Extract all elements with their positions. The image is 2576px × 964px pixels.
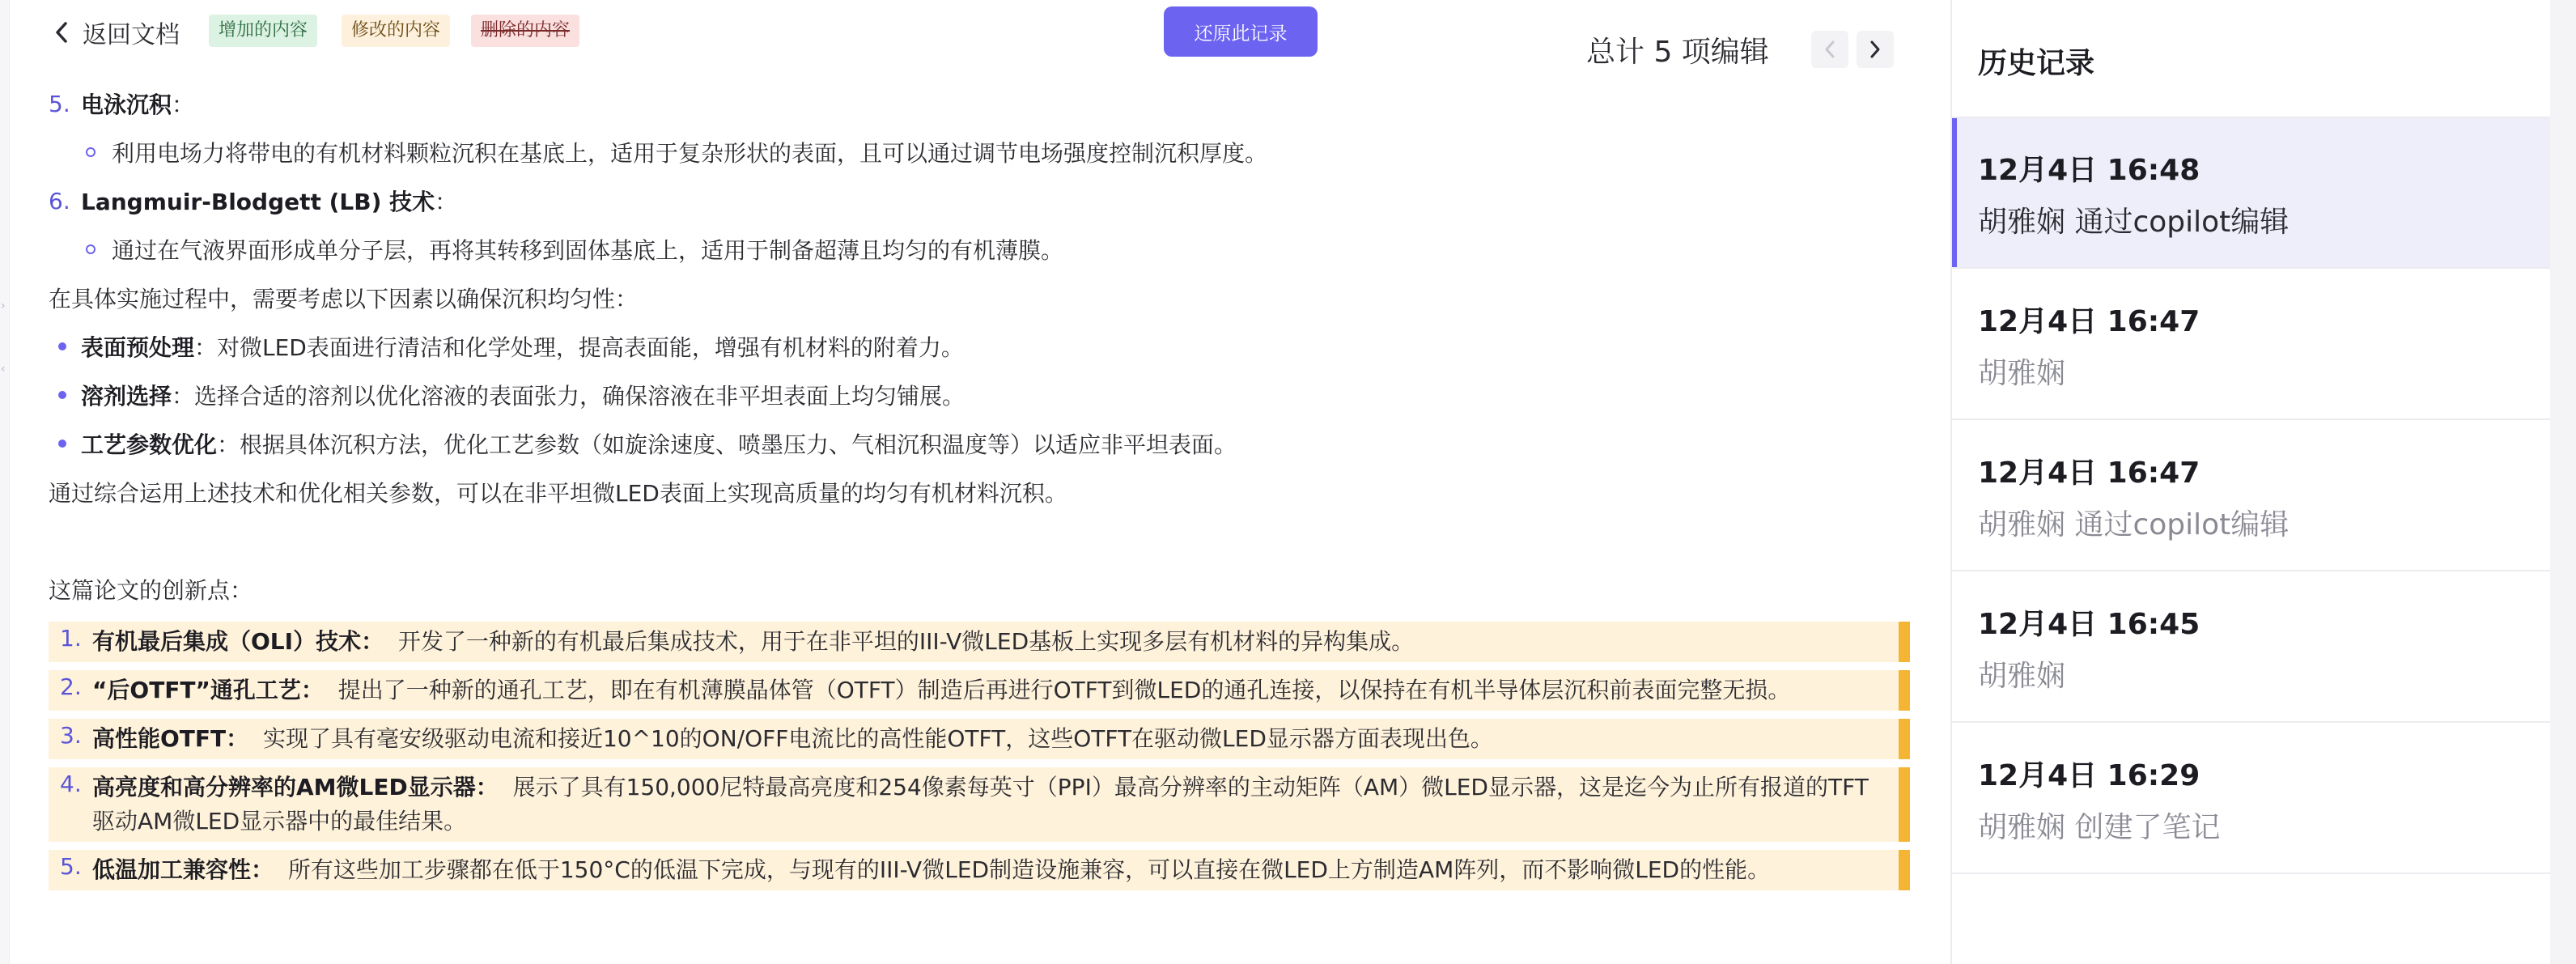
modified-block bbox=[49, 767, 1910, 842]
history-item[interactable] bbox=[1952, 118, 2552, 269]
total-edits-count: 总计 5 项编辑 bbox=[1586, 36, 1769, 69]
modified-block bbox=[49, 670, 1910, 711]
top-toolbar bbox=[10, 0, 1950, 68]
innovation-item bbox=[60, 625, 1891, 659]
change-marker bbox=[1899, 622, 1910, 662]
active-indicator bbox=[1952, 118, 1957, 267]
item-colon: ： bbox=[435, 189, 458, 215]
hollow-bullet-icon bbox=[86, 244, 95, 254]
paragraph: 在具体实施过程中，需要考虑以下因素以确保沉积均匀性： bbox=[49, 286, 639, 312]
list-item bbox=[49, 79, 194, 128]
innovation-text: 展示了具有150,000尼特最高亮度和254像素每英寸（PPI）最高分辨率的主动矩阵（AM）微LED显示器，这是迄今为止所有报道的TFT驱动AM微LED显示器中的最佳结果。 bbox=[92, 774, 1869, 834]
bullet-text: ：根据具体沉积方法，优化工艺参数（如旋涂速度、喷墨压力、气相沉积温度等）以适应非平坦表面。 bbox=[217, 431, 1237, 458]
sub-item-text: 通过在气液界面形成单分子层，再将其转移到固体基底上，适用于制备超薄且均匀的有机薄膜。 bbox=[112, 237, 1064, 264]
innovation-text: 开发了一种新的有机最后集成技术，用于在非平坦的III-V微LED基板上实现多层有机材料的异构集成。 bbox=[397, 628, 1415, 655]
innovation-title: 高性能OTFT： bbox=[92, 725, 249, 752]
hollow-bullet-icon bbox=[86, 147, 95, 157]
history-title: 历史记录 bbox=[1978, 47, 2095, 80]
innovation-title: 有机最后集成（OLI）技术： bbox=[92, 628, 384, 655]
sub-item-text: 利用电场力将带电的有机材料颗粒沉积在基底上，适用于复杂形状的表面，且可以通过调节电场强度控制沉积厚度。 bbox=[112, 140, 1268, 167]
item-number: 1. bbox=[60, 625, 82, 652]
chevron-left-icon bbox=[45, 13, 78, 52]
history-item[interactable] bbox=[1952, 270, 2552, 420]
bullet-title: 表面预处理 bbox=[81, 334, 195, 361]
list-item bbox=[49, 176, 457, 225]
change-marker bbox=[1899, 850, 1910, 890]
bullet-text: ：选择合适的溶剂以优化溶液的表面张力，确保溶液在非平坦表面上均匀铺展。 bbox=[172, 383, 965, 410]
bullet-item bbox=[49, 371, 965, 419]
item-number: 5. bbox=[60, 853, 82, 880]
diff-document-view bbox=[10, 0, 1950, 964]
bullet-icon bbox=[58, 440, 66, 448]
innovation-item bbox=[60, 853, 1891, 887]
bullet-title: 工艺参数优化 bbox=[81, 431, 218, 458]
innovation-text: 提出了一种新的通孔工艺，即在有机薄膜晶体管（OTFT）制造后再进行OTFT到微LED的通孔连接，以保持在有机半导体层沉积前表面完整无损。 bbox=[337, 677, 1791, 703]
item-title: 电泳沉积 bbox=[81, 91, 172, 118]
back-to-document-button[interactable] bbox=[45, 13, 180, 52]
previous-edit-button[interactable] bbox=[1811, 31, 1848, 68]
innovation-item bbox=[60, 673, 1891, 707]
innovation-text: 所有这些加工步骤都在低于150°C的低温下完成，与现有的III-V微LED制造设施兼容，可以直接在微LED上方制造AM阵列，而不影响微LED的性能。 bbox=[287, 856, 1771, 883]
history-author: 胡雅娴 通过copilot编辑 bbox=[1978, 206, 2290, 239]
history-author: 胡雅娴 通过copilot编辑 bbox=[1978, 508, 2290, 541]
legend-modified: 修改的内容 bbox=[342, 15, 450, 47]
item-title: Langmuir-Blodgett (LB) 技术 bbox=[81, 189, 435, 215]
history-time: 12月4日 16:47 bbox=[1978, 457, 2200, 490]
modified-block bbox=[49, 719, 1910, 759]
item-number: 2. bbox=[60, 673, 82, 700]
innovation-title: “后OTFT”通孔工艺： bbox=[92, 677, 324, 703]
legend-deleted: 删除的内容 bbox=[471, 15, 579, 47]
item-number: 6. bbox=[49, 187, 70, 214]
item-number: 5. bbox=[49, 90, 70, 117]
collapse-chevron-icon[interactable]: ‹ bbox=[1, 363, 6, 376]
collapsed-side-strip[interactable] bbox=[0, 0, 10, 964]
restore-record-button[interactable]: 还原此记录 bbox=[1164, 6, 1318, 57]
bullet-title: 溶剂选择 bbox=[81, 383, 172, 410]
history-author: 胡雅娴 bbox=[1978, 357, 2066, 390]
item-colon: ： bbox=[172, 91, 195, 118]
history-item[interactable] bbox=[1952, 421, 2552, 571]
paragraph: 这篇论文的创新点： bbox=[49, 577, 253, 604]
chevron-right-icon bbox=[1868, 39, 1882, 60]
change-marker bbox=[1899, 767, 1910, 842]
bullet-text: ：对微LED表面进行清洁和化学处理，提高表面能，增强有机材料的附着力。 bbox=[194, 334, 964, 361]
history-time: 12月4日 16:29 bbox=[1978, 759, 2200, 792]
history-time: 12月4日 16:48 bbox=[1978, 154, 2200, 187]
history-sidebar bbox=[1950, 0, 2550, 964]
bullet-icon bbox=[58, 391, 66, 399]
legend-added: 增加的内容 bbox=[209, 15, 317, 47]
change-marker bbox=[1899, 719, 1910, 759]
change-marker bbox=[1899, 670, 1910, 711]
expand-chevron-icon[interactable]: › bbox=[1, 299, 6, 312]
innovation-text: 实现了具有毫安级驱动电流和接近10^10的ON/OFF电流比的高性能OTFT，这些OTFT在驱动微LED显示器方面表现出色。 bbox=[262, 725, 1493, 752]
sub-list-item bbox=[49, 128, 1267, 176]
innovation-item bbox=[60, 771, 1891, 839]
sub-list-item bbox=[49, 225, 1063, 274]
chevron-left-icon bbox=[1823, 39, 1837, 60]
history-item[interactable] bbox=[1952, 572, 2552, 723]
history-time: 12月4日 16:47 bbox=[1978, 305, 2200, 338]
history-item[interactable] bbox=[1952, 724, 2552, 874]
innovation-title: 低温加工兼容性： bbox=[92, 856, 274, 883]
item-number: 4. bbox=[60, 771, 82, 797]
modified-block bbox=[49, 622, 1910, 662]
bullet-icon bbox=[58, 342, 66, 350]
paragraph: 通过综合运用上述技术和优化相关参数，可以在非平坦微LED表面上实现高质量的均匀有机材料沉积。 bbox=[49, 480, 1067, 507]
innovation-title: 高亮度和高分辨率的AM微LED显示器： bbox=[92, 774, 499, 801]
modified-block bbox=[49, 850, 1910, 890]
back-label: 返回文档 bbox=[83, 21, 180, 49]
history-author: 胡雅娴 创建了笔记 bbox=[1978, 811, 2221, 844]
scrollbar-track[interactable] bbox=[2550, 0, 2576, 964]
item-number: 3. bbox=[60, 722, 82, 749]
bullet-item bbox=[49, 419, 1237, 468]
bullet-item bbox=[49, 322, 964, 371]
next-edit-button[interactable] bbox=[1857, 31, 1894, 68]
history-author: 胡雅娴 bbox=[1978, 660, 2066, 693]
history-time: 12月4日 16:45 bbox=[1978, 608, 2200, 641]
innovation-item bbox=[60, 722, 1891, 756]
